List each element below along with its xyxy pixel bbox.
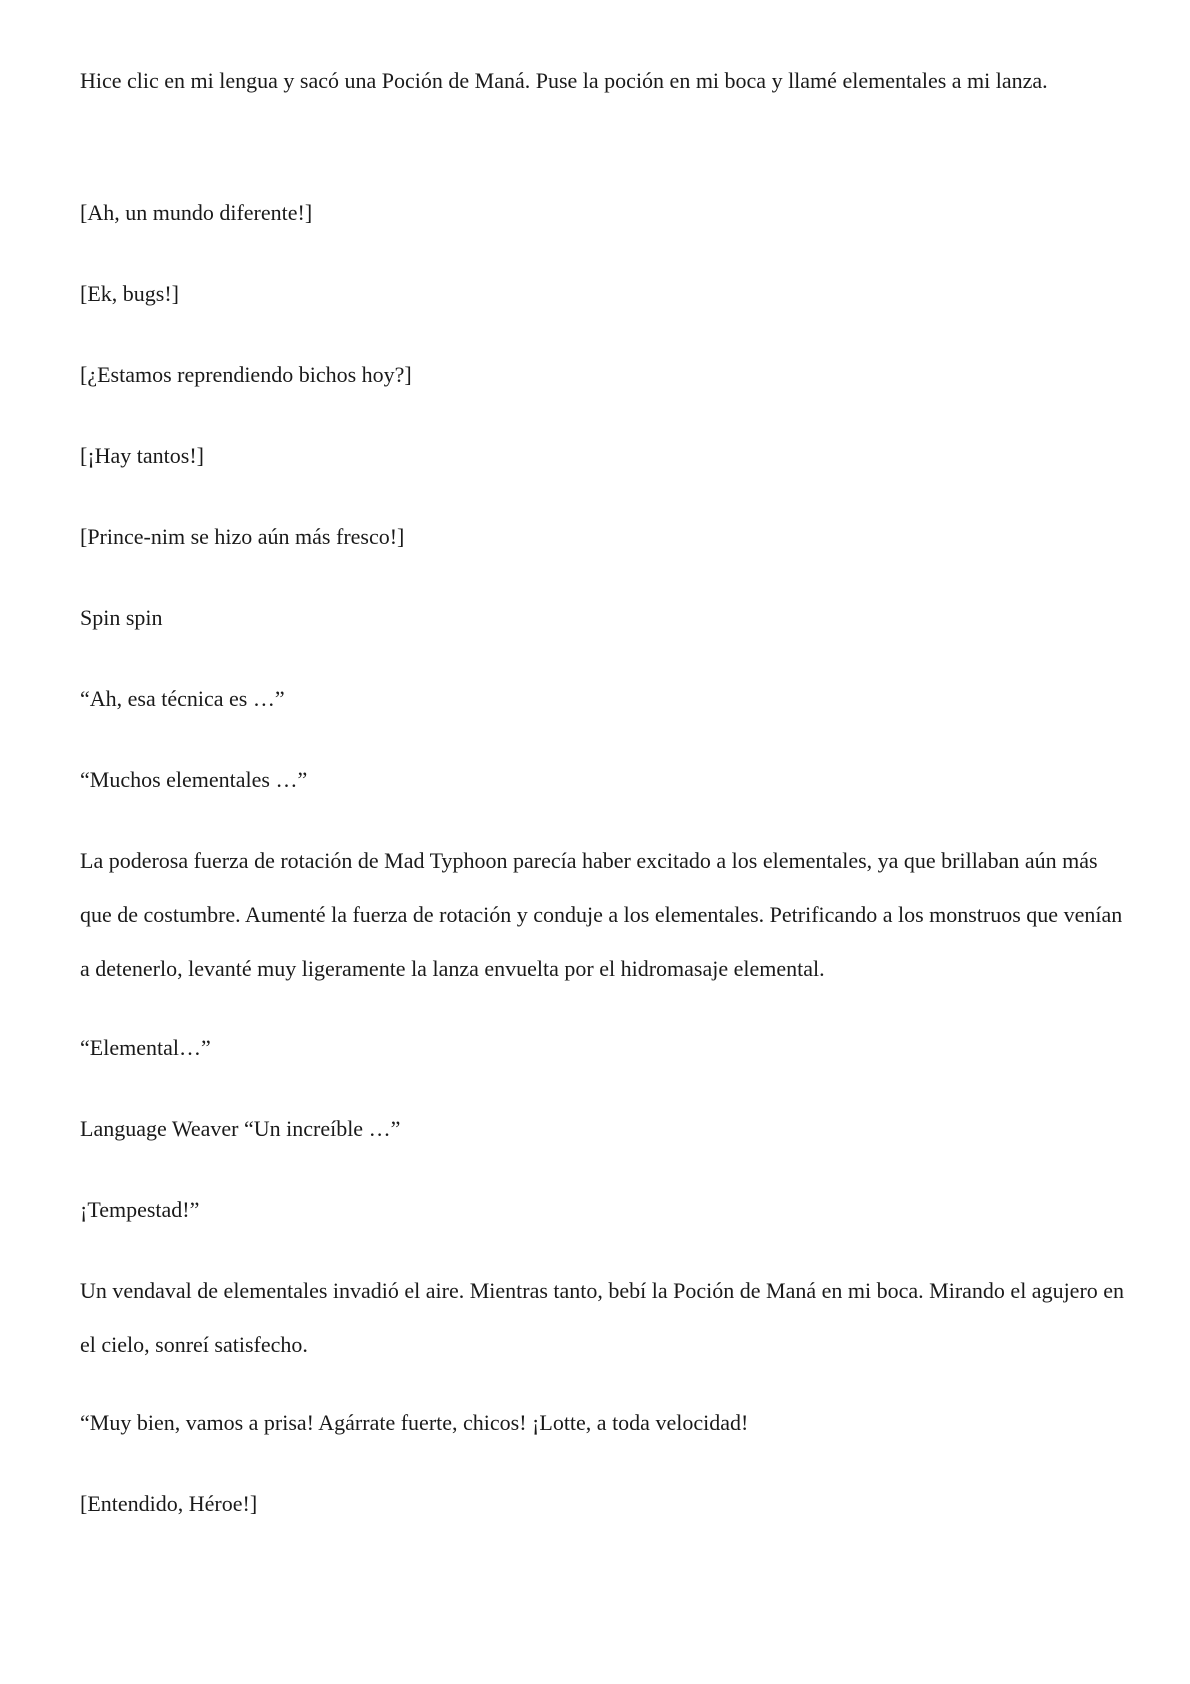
dialogue-elemental: “Elemental…” — [80, 1035, 211, 1060]
dialogue-so-many: [¡Hay tantos!] — [80, 443, 205, 468]
dialogue-tempest: ¡Tempestad!” — [80, 1197, 200, 1222]
dialogue-incredible: Language Weaver “Un increíble …” — [80, 1116, 401, 1141]
dialogue-understood: [Entendido, Héroe!] — [80, 1491, 258, 1516]
sound-spin: Spin spin — [80, 605, 163, 630]
dialogue-technique: “Ah, esa técnica es …” — [80, 686, 285, 711]
dialogue-different-world: [Ah, un mundo diferente!] — [80, 200, 313, 225]
dialogue-scolding-bugs: [¿Estamos reprendiendo bichos hoy?] — [80, 362, 412, 387]
dialogue-many-elementals: “Muchos elementales …” — [80, 767, 308, 792]
dialogue-prince-nim: [Prince-nim se hizo aún más fresco!] — [80, 524, 405, 549]
dialogue-bugs: [Ek, bugs!] — [80, 281, 179, 306]
paragraph-gale: Un vendaval de elementales invadió el aire. Mientras tanto, bebí la Poción de Maná en mi boca. Mirando el agujero en el cielo, sonreí satisfecho. — [80, 1278, 1125, 1357]
paragraph-mad-typhoon: La poderosa fuerza de rotación de Mad Typhoon parecía haber excitado a los elementales, ya que brillaban aún más que de costumbre. Aumenté la fuerza de rotación y conduje a los elementales. Petrificando a los monstruos que venían a detenerlo, levanté muy ligeramente la lanza envuelta por el hidromasaje elemental. — [80, 848, 1123, 981]
dialogue-hurry: “Muy bien, vamos a prisa! Agárrate fuerte, chicos! ¡Lotte, a toda velocidad! — [80, 1410, 749, 1435]
paragraph-potion: Hice clic en mi lengua y sacó una Poción de Maná. Puse la poción en mi boca y llamé elementales a mi lanza. — [80, 68, 1048, 93]
